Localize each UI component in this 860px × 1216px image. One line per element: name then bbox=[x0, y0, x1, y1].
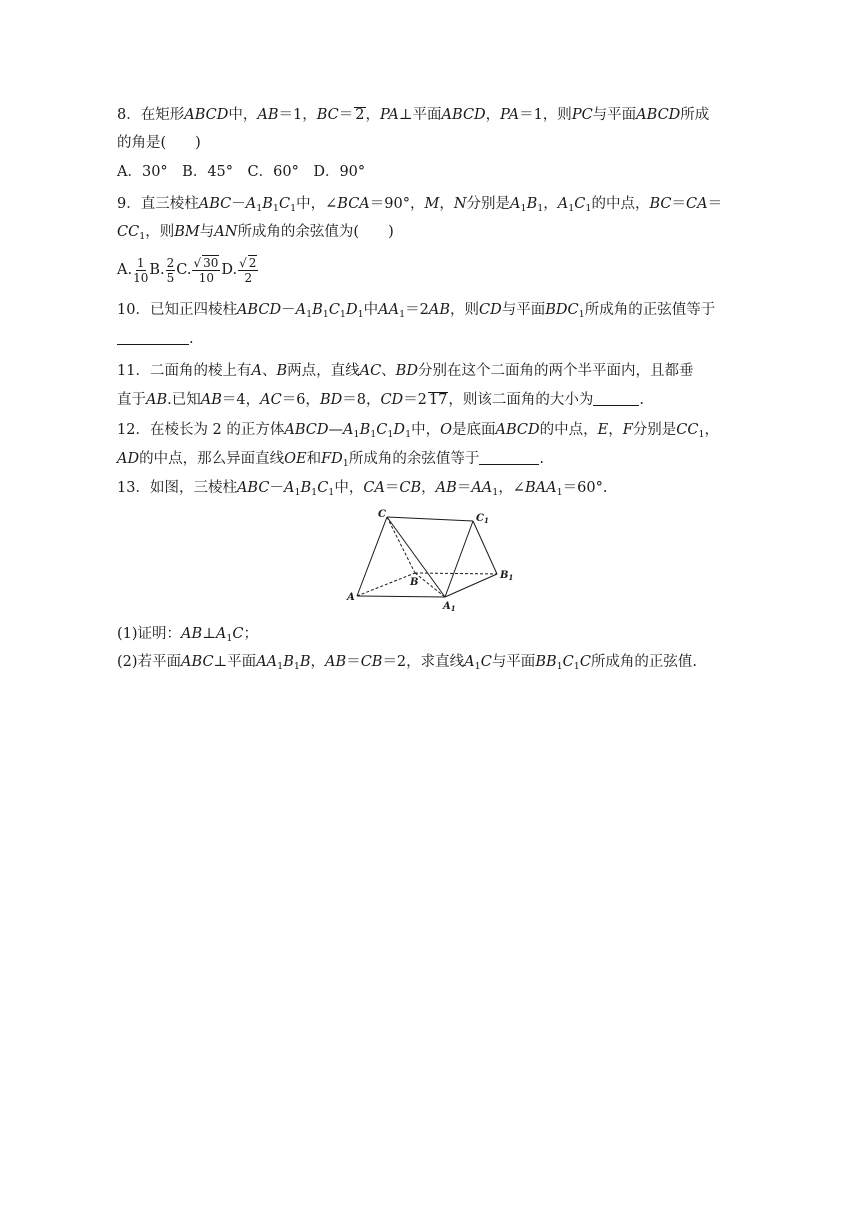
q9-line2: $CC_1$，则BM与AN所成角的余弦值为( ) bbox=[117, 224, 394, 242]
option-d-fraction: $\frac{√ 2}{2}$ bbox=[239, 256, 257, 285]
q8-options: A．30° B．45° C．60° D．90° bbox=[117, 164, 366, 180]
q11-line2: 直于AB.已知AB＝4，AC＝6，BD＝8，CD＝2 17，则该二面角的大小为 . bbox=[117, 392, 644, 408]
label-B1: $B_1$ bbox=[500, 570, 514, 582]
q10-line1: 10．已知正四棱柱$ABCD-A_1B_1C_1D_1$中$AA_1=2AB$，则CD与平面$BDC_1$所成角的正弦值等于 bbox=[117, 302, 716, 320]
answer-blank bbox=[479, 450, 539, 465]
option-a-fraction: $\frac{1}{10}$ bbox=[133, 255, 149, 285]
sqrt-17: 17 bbox=[428, 392, 448, 408]
label-A1: $A_1$ bbox=[443, 601, 456, 613]
q12-line2: AD的中点，那么异面直线OE和$FD_1$所成角的余弦值等于 . bbox=[117, 451, 544, 469]
q10-line2: . bbox=[117, 329, 194, 349]
label-C1: $C_1$ bbox=[476, 513, 489, 525]
q12-line1: 12．在棱长为 2 的正方体$ABCD—A_1B_1C_1D_1$中，O是底面ABCD的中点，E，F分别是$CC_1$， bbox=[117, 422, 720, 440]
option-b-fraction: $\frac{2}{5}$ bbox=[166, 255, 175, 285]
q11-line1: 11．二面角的棱上有A、B两点，直线AC、BD分别在这个二面角的两个半平面内，且都垂 bbox=[117, 363, 694, 379]
label-C: C bbox=[378, 509, 386, 520]
label-B: B bbox=[410, 577, 419, 588]
q9-options: A. $\frac{1}{10}$ B. $\frac{2}{5}$ C. $\frac{√ 30}{10}$ D. $\frac{√ 2}{2}$ bbox=[117, 255, 257, 285]
sqrt-2: 2 bbox=[355, 107, 365, 123]
q8-line2: 的角是( ) bbox=[117, 135, 201, 151]
answer-blank bbox=[593, 391, 639, 406]
answer-blank bbox=[117, 330, 189, 345]
q8-line1: 8．在矩形ABCD中，AB＝1，BC＝ 2，PA⊥平面ABCD，PA＝1，则PC与平面ABCD所成 bbox=[117, 107, 710, 123]
label-A: A bbox=[347, 592, 355, 603]
q13-part1: (1)证明：$AB\perp A_1C$； bbox=[117, 626, 258, 644]
q13-line1: 13．如图，三棱柱$ABC-A_1B_1C_1$中，CA＝CB，$AB=AA_1$，$\angle BAA_1=60^\circ$. bbox=[117, 480, 608, 498]
option-c-fraction: $\frac{√ 30}{10}$ bbox=[193, 256, 219, 285]
q9-line1: 9．直三棱柱$ABC-A_1B_1C_1$中，∠BCA＝90°，M，N分别是$A_1B_1$，$A_1C_1$的中点，BC＝CA＝ bbox=[117, 196, 723, 214]
q13-part2: (2)若平面ABC⊥平面$AA_1B_1B$，AB＝CB＝2，求直线$A_1C$与平面$BB_1C_1C$所成角的正弦值. bbox=[117, 654, 698, 672]
triangular-prism-figure bbox=[342, 505, 522, 617]
